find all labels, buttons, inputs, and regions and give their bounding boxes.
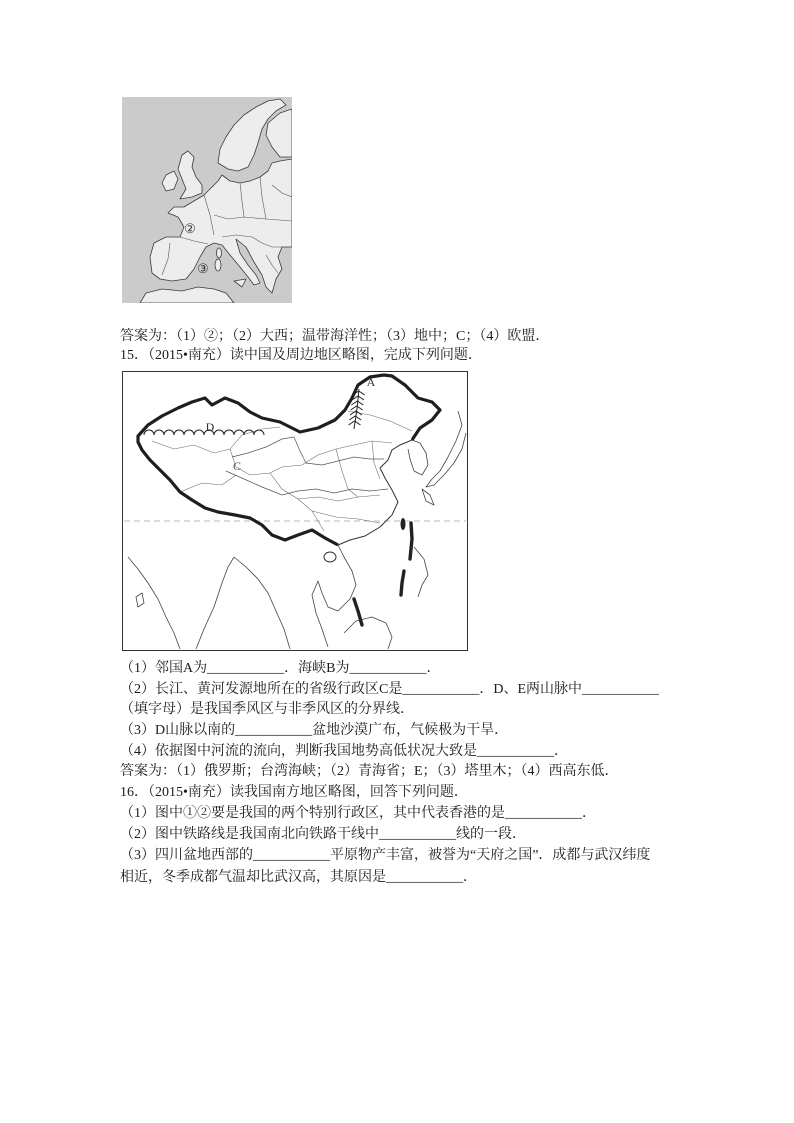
label-c: C	[232, 459, 242, 473]
philippines-mark	[410, 523, 412, 559]
q15-question-1: （1）邻国A为___________．海峡B为___________．	[120, 661, 441, 676]
q15-question-2-continued: （填字母）是我国季风区与非季风区的分界线．	[120, 702, 414, 717]
q15-question-3: （3）D山脉以南的___________盆地沙漠广布，气候极为干旱．	[120, 723, 509, 738]
q16-question-3-continued: 相近，冬季成都气温却比武汉高，其原因是___________．	[120, 870, 477, 885]
sardinia-island	[215, 259, 221, 271]
q16-question-3: （3）四川盆地西部的___________平原物产丰富，被誉为“天府之国”．成都与武汉纬度	[120, 848, 651, 863]
q16-question-1: （1）图中①②要是我国的两个特别行政区，其中代表香港的是___________．	[120, 806, 596, 821]
q14-answer: 答案为：（1）②；（2）大西；温带海洋性；（3）地中；C；（4）欧盟．	[120, 329, 550, 344]
q15-title: 15．（2015•南充）读中国及周边地区略图，完成下列问题．	[120, 348, 482, 363]
map-frame	[123, 372, 468, 651]
corsica-island	[217, 248, 222, 258]
marker-3-label: ③	[197, 261, 209, 276]
europe-map	[122, 97, 292, 303]
q15-question-4: （4）依据图中河流的流向，判断我国地势高低状况大致是___________．	[120, 744, 568, 759]
q15-question-2: （2）长江、黄河发源地所在的省级行政区C是___________．D、E两山脉中___________	[120, 682, 659, 697]
q15-answer: 答案为：（1）俄罗斯；台湾海峡；（2）青海省；E；（3）塔里木；（4）西高东低．	[120, 764, 619, 779]
q16-question-2: （2）图中铁路线是我国南北向铁路干线中___________线的一段．	[120, 827, 526, 842]
taiwan-island	[401, 518, 406, 530]
marker-2-label: ②	[184, 221, 196, 236]
china-region-map	[122, 371, 468, 651]
label-a: A	[366, 375, 376, 389]
label-d: D	[205, 420, 215, 434]
q16-title: 16．（2015•南充）读我国南方地区略图，回答下列问题．	[120, 785, 468, 800]
